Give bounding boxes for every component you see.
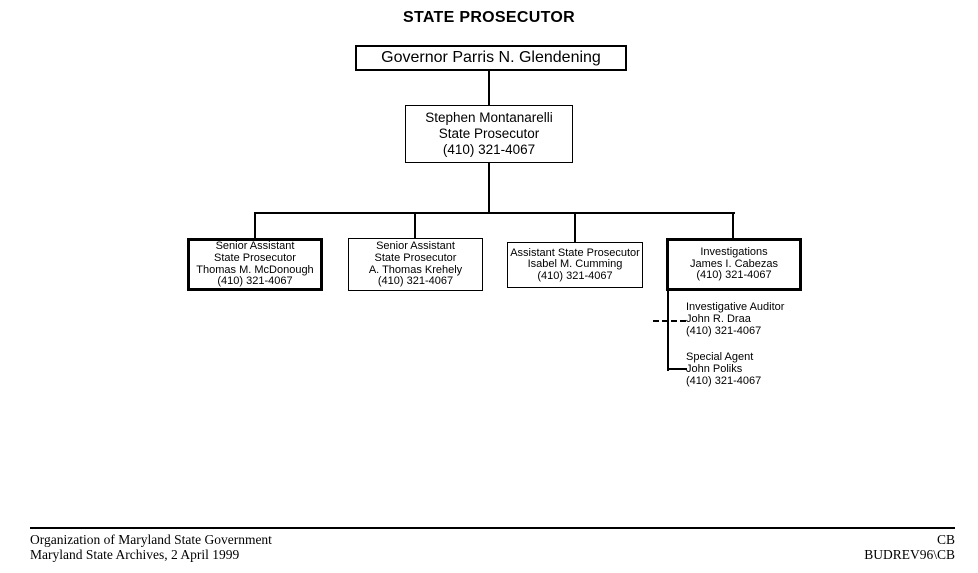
- division-box-line: Investigations: [700, 246, 768, 259]
- connector-drop-investigations: [732, 212, 734, 238]
- staff-phone: (410) 321-4067: [686, 325, 762, 337]
- footer-reference-line: BUDREV96\CB: [864, 546, 955, 562]
- connector-drop-cumming: [574, 212, 576, 242]
- division-box-line: Senior Assistant: [376, 240, 455, 253]
- footer-rule: [30, 527, 955, 529]
- footer-reference-line: CB: [936, 532, 955, 547]
- governor-box: [355, 45, 627, 71]
- division-box-line: (410) 321-4067: [696, 269, 772, 282]
- division-box-line: Assistant State Prosecutor: [510, 246, 640, 259]
- division-box-line: State Prosecutor: [214, 251, 296, 264]
- footer-source: [30, 533, 272, 562]
- staff-phone: (410) 321-4067: [686, 375, 762, 387]
- connector-drop-krehely: [414, 212, 416, 238]
- staff-item-special-agent: [686, 351, 761, 387]
- division-box-line: Isabel M. Cumming: [527, 258, 623, 271]
- connector-drop-mcdonough: [254, 212, 256, 238]
- prosecutor-box: [405, 105, 573, 163]
- footer-reference: [864, 533, 955, 562]
- division-box-cumming: [507, 242, 643, 288]
- connector-rail: [254, 212, 735, 214]
- staff-role: Special Agent: [686, 351, 754, 363]
- division-box-investigations: [666, 238, 802, 291]
- footer-source-line: Organization of Maryland State Government: [30, 532, 272, 547]
- staff-name: John Poliks: [686, 363, 743, 375]
- staff-connector-auditor-dashed: [653, 320, 686, 322]
- staff-role: Investigative Auditor: [686, 301, 785, 313]
- governor-name: Governor Parris N. Glendening: [381, 49, 601, 66]
- staff-name: John R. Draa: [686, 313, 751, 325]
- connector-governor-prosecutor: [488, 70, 490, 105]
- staff-item-investigative-auditor: [686, 301, 784, 337]
- division-box-line: Senior Assistant: [215, 240, 295, 253]
- division-box-mcdonough: [187, 238, 323, 291]
- investigations-stem: [667, 291, 669, 371]
- staff-connector-agent: [667, 368, 687, 370]
- prosecutor-phone: (410) 321-4067: [442, 142, 536, 157]
- division-box-line: State Prosecutor: [374, 251, 457, 264]
- prosecutor-role: State Prosecutor: [438, 126, 540, 141]
- division-box-line: (410) 321-4067: [537, 269, 613, 282]
- page-title: STATE PROSECUTOR: [403, 9, 575, 26]
- division-box-line: (410) 321-4067: [377, 275, 454, 288]
- division-box-line: A. Thomas Krehely: [368, 263, 463, 276]
- connector-prosecutor-stem: [488, 163, 490, 213]
- division-box-line: Thomas M. McDonough: [196, 263, 314, 276]
- division-box-krehely: [348, 238, 483, 291]
- division-box-line: James I. Cabezas: [689, 257, 779, 270]
- division-box-line: (410) 321-4067: [217, 275, 293, 288]
- footer-source-line: Maryland State Archives, 2 April 1999: [30, 546, 240, 562]
- prosecutor-name: Stephen Montanarelli: [425, 110, 553, 125]
